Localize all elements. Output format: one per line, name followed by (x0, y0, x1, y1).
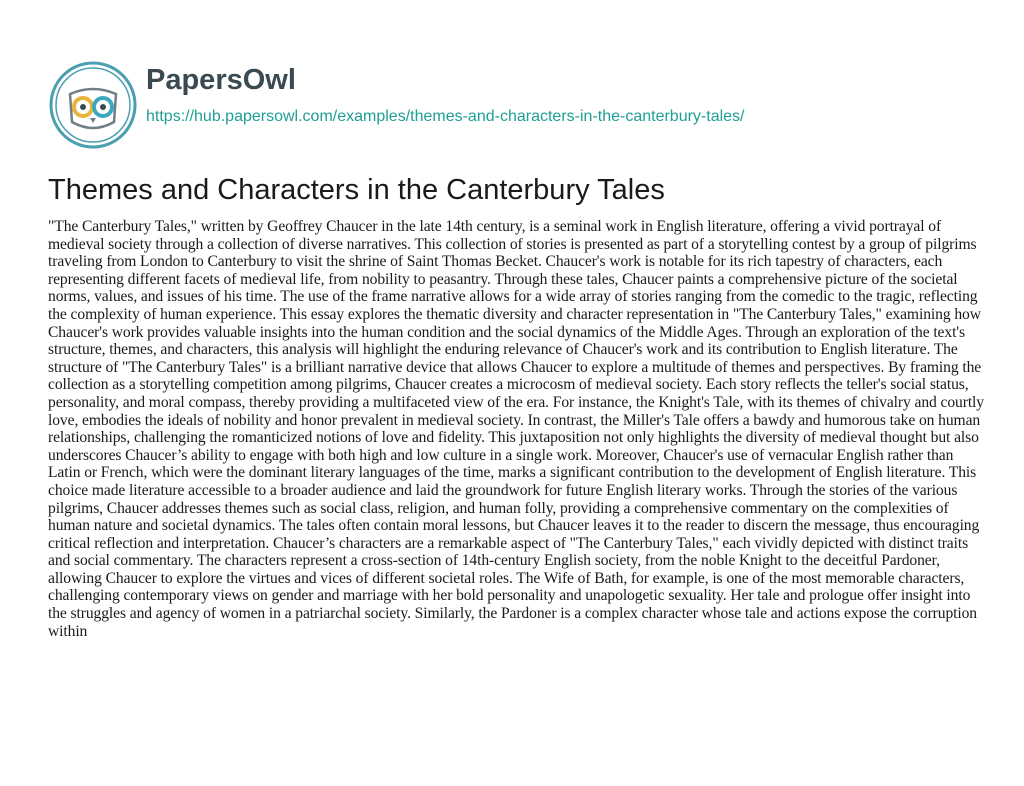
essay-title: Themes and Characters in the Canterbury Tales (48, 174, 665, 206)
brand-block (146, 58, 745, 127)
brand-name: PapersOwl (146, 64, 296, 96)
source-url-link[interactable]: https://hub.papersowl.com/examples/themes-and-characters-in-the-canterbury-tales/ (146, 108, 745, 125)
site-header (48, 58, 745, 150)
owl-logo-icon (48, 60, 138, 150)
essay-body: "The Canterbury Tales," written by Geoffrey Chaucer in the late 14th century, is a seminal work in English literature, offering a vivid portrayal of medieval society through a collection of diverse narratives. This collection of stories is presented as part of a storytelling contest by a group of pilgrims traveling from London to Canterbury to visit the shrine of Saint Thomas Becket. Chaucer's work is notable for its rich tapestry of characters, each representing different facets of medieval life, from nobility to peasantry. Through these tales, Chaucer paints a comprehensive picture of the societal norms, values, and issues of his time. The use of the frame narrative allows for a wide array of stories ranging from the comedic to the tragic, reflecting the complexity of human experience. This essay explores the thematic diversity and character representation in "The Canterbury Tales," examining how Chaucer's work provides valuable insights into the human condition and the social dynamics of the Middle Ages. Through an exploration of the text's structure, themes, and characters, this analysis will highlight the enduring relevance of Chaucer's work and its contribution to English literature. The structure of "The Canterbury Tales" is a brilliant narrative device that allows Chaucer to explore a multitude of themes and perspectives. By framing the collection as a storytelling competition among pilgrims, Chaucer creates a microcosm of medieval society. Each story reflects the teller's social status, personality, and moral compass, thereby providing a multifaceted view of the era. For instance, the Knight's Tale, with its themes of chivalry and courtly love, embodies the ideals of nobility and honor prevalent in medieval society. In contrast, the Miller's Tale offers a bawdy and humorous take on human relationships, challenging the romanticized notions of love and fidelity. This juxtaposition not only highlights the diversity of medieval thought but also underscores Chaucer’s ability to engage with both high and low culture in a single work. Moreover, Chaucer's use of vernacular English rather than Latin or French, which were the dominant literary languages of the time, marks a significant contribution to the development of English literature. This choice made literature accessible to a broader audience and laid the groundwork for future English literary works. Through the stories of the various pilgrims, Chaucer addresses themes such as social class, religion, and human folly, providing a comprehensive commentary on the complexities of human nature and societal dynamics. The tales often contain moral lessons, but Chaucer leaves it to the reader to discern the message, thus encouraging critical reflection and interpretation. Chaucer’s characters are a remarkable aspect of "The Canterbury Tales," each vividly depicted with distinct traits and social commentary. The characters represent a cross-section of 14th-century English society, from the noble Knight to the deceitful Pardoner, allowing Chaucer to explore the virtues and vices of different societal roles. The Wife of Bath, for example, is one of the most memorable characters, challenging contemporary views on gender and marriage with her bold personality and unapologetic sexuality. Her tale and prologue offer insight into the struggles and agency of women in a patriarchal society. Similarly, the Pardoner is a complex character whose tale and actions expose the corruption within (48, 218, 984, 640)
